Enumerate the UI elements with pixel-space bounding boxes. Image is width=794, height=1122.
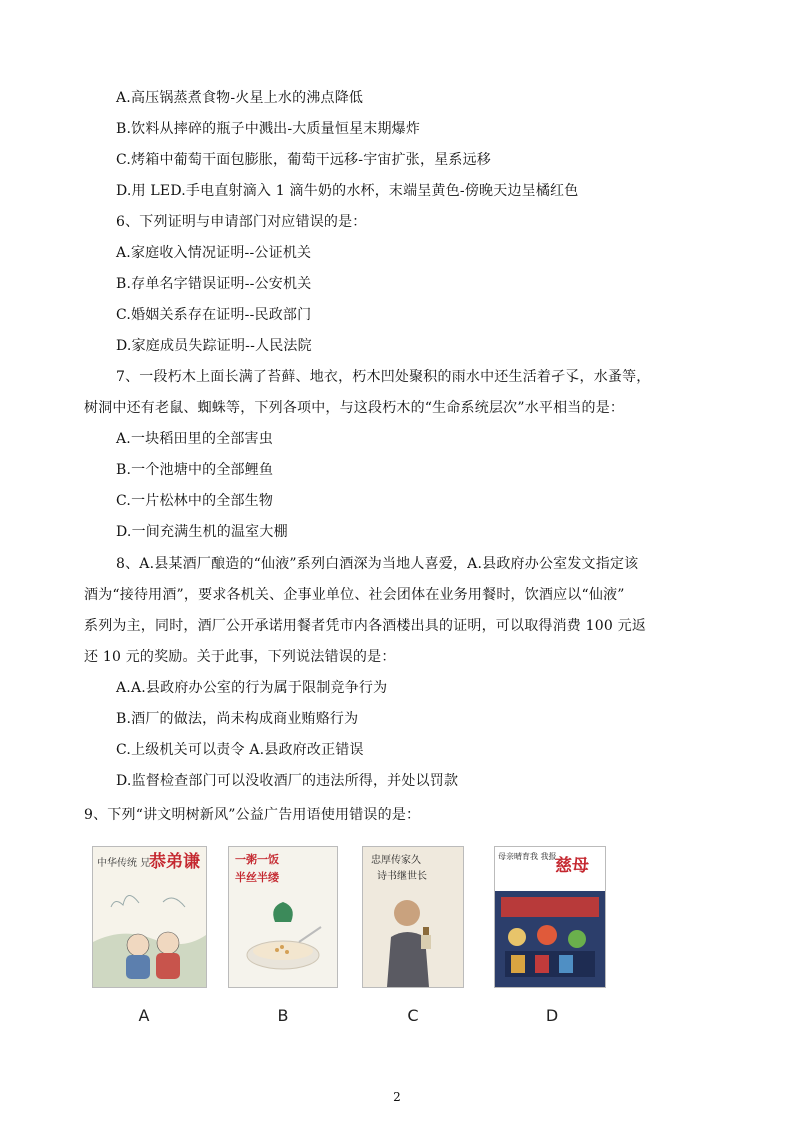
text-line: D.一间充满生机的温室大棚 xyxy=(116,524,288,540)
poster-b-text-small: 一粥一饭 xyxy=(235,853,279,866)
text-line: A.一块稻田里的全部害虫 xyxy=(116,431,273,447)
question-9: 9、下列“讲文明树新风”公益广告用语使用错误的是： xyxy=(84,807,421,823)
poster-label-b: B xyxy=(277,1006,289,1025)
text-line: 还 10 元的奖励。关于此事，下列说法错误的是： xyxy=(84,649,396,665)
poster-d-text-small: 母亲晴育我 我报 xyxy=(498,852,557,861)
text-line: C.一片松林中的全部生物 xyxy=(116,493,274,509)
poster-c-text-big: 诗书继世长 xyxy=(377,871,427,882)
text-line: B.酒厂的做法，尚未构成商业贿赂行为 xyxy=(116,711,359,727)
text-line: C.上级机关可以责令 A.县政府改正错误 xyxy=(116,742,364,758)
poster-a-text-small: 中华传统 兄 xyxy=(97,858,151,869)
text-line: D.家庭成员失踪证明--人民法院 xyxy=(116,338,312,354)
text-line: D.用 LED.手电直射滴入 1 滴牛奶的水杯，末端呈黄色-傍晚天边呈橘红色 xyxy=(116,183,579,199)
text-line: B.一个池塘中的全部鲤鱼 xyxy=(116,462,274,478)
text-line: C.婚姻关系存在证明--民政部门 xyxy=(116,307,312,323)
text-line: 树洞中还有老鼠、蜘蛛等，下列各项中，与这段朽木的“生命系统层次”水平相当的是： xyxy=(84,400,625,416)
poster-label-c: C xyxy=(407,1006,419,1025)
poster-b-text-big: 半丝半缕 xyxy=(235,871,279,884)
page-number: 2 xyxy=(393,1090,401,1104)
question-7: 7、一段朽木上面长满了苔藓、地衣，朽木凹处聚积的雨水中还生活着孑孓，水蚤等， xyxy=(116,369,651,385)
text-line: B.存单名字错误证明--公安机关 xyxy=(116,276,312,292)
question-8: 8、A.县某酒厂酿造的“仙液”系列白酒深为当地人喜爱，A.县政府办公室发文指定该 xyxy=(116,556,639,572)
text-line: 酒为“接待用酒”，要求各机关、企事业单位、社会团体在业务用餐时，饮酒应以“仙液” xyxy=(84,587,625,603)
text-line: D.监督检查部门可以没收酒厂的违法所得，并处以罚款 xyxy=(116,773,459,789)
text-line: A.A.县政府办公室的行为属于限制竞争行为 xyxy=(116,680,388,696)
poster-b xyxy=(228,846,338,988)
poster-c-text-small: 忠厚传家久 xyxy=(371,855,421,866)
text-line: A.家庭收入情况证明--公证机关 xyxy=(116,245,312,261)
poster-d-text-big: 慈母 xyxy=(555,856,589,876)
text-line: C.烤箱中葡萄干面包膨胀，葡萄干远移-宇宙扩张，星系远移 xyxy=(116,152,491,168)
poster-label-a: A xyxy=(138,1006,150,1025)
poster-d xyxy=(494,846,606,988)
text-line: 系列为主，同时，酒厂公开承诺用餐者凭市内各酒楼出具的证明，可以取得消费 100 元返 xyxy=(84,618,647,634)
text-line: A.高压锅蒸煮食物-火星上水的沸点降低 xyxy=(116,90,364,106)
text-line: B.饮料从摔碎的瓶子中溅出-大质量恒星末期爆炸 xyxy=(116,121,421,137)
question-6: 6、下列证明与申请部门对应错误的是： xyxy=(116,214,367,230)
poster-a-text-big: 恭弟谦 xyxy=(149,852,200,872)
poster-a xyxy=(92,846,207,988)
poster-c xyxy=(362,846,464,988)
poster-label-d: D xyxy=(545,1006,559,1025)
